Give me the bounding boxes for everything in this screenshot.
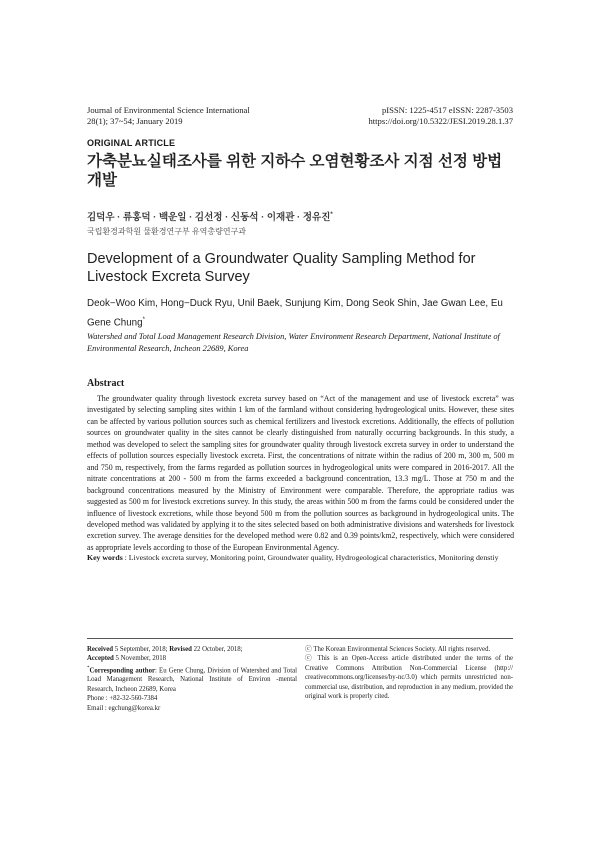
keywords-label: Key words: [87, 553, 123, 562]
journal-header-left: [87, 105, 250, 127]
article-history-footnote: [87, 645, 297, 713]
keywords-text: : Livestock excreta survey, Monitoring point, Groundwater quality, Hydrogeological characteristics, Monitoring denstiy: [122, 553, 499, 562]
received-date: 5 September, 2018;: [113, 646, 170, 653]
abstract-body: The groundwater quality through livestock excreta survey based on “Act of the management and use of livestock excreta” was investigated by selecting sampling sites within 1 km of the farmland without considering hydrogeological units. However, these sites can be affected by various pollution sources such as chemical fertilizers and livestock excretions. Additionally, the effects of pollution sources on groundwater quality in the sites cannot be clearly distinguished from naturally occurring backgrounds. In this study, a method was developed to select the sampling sites for groundwater quality through livestock excreta survey in order to understand the effects of pollution sources especially livestock excreta. First, the concentrations of nitrate within the radius of 200 m, 300 m, 500 m and 750 m, respectively, from the farms regarded as pollution sources in hydrogeological units were compared in 2016-2017. All the nitrate concentrations at 200 - 500 m from the farms exceeded a background concentration, 13.3 mg/L. Those at 750 m and the background concentrations measured by the Ministry of Environment were comparable. Therefore, the appropriate radius was suggested as 500 m for livestock excretions survey. In this study, the areas within 500 m from the farms could be considered under the influence of livestock excretions, while those beyond 500 m from the pollution sources as background in hydrogeological units. The developed method was validated by applying it to the sites selected based on both administrative divisions and watersheds for livestock excretion survey. The average densities for the developed method were 0.82 and 0.39 points/km2, respectively, which were considered as appropriate levels according to those of the European Environmental Agency.: [87, 394, 514, 552]
journal-header-right: [368, 105, 513, 127]
english-authors: [87, 295, 527, 331]
corresponding-email[interactable]: Email : egchung@korea.kr: [87, 704, 161, 712]
history-line-2: [87, 654, 297, 663]
history-line-1: [87, 645, 297, 654]
copyright-footnote: [305, 645, 513, 701]
accepted-label: Accepted: [87, 655, 114, 663]
english-author-list: Deok−Woo Kim, Hong−Duck Ryu, Unil Baek, Sunjung Kim, Dong Seok Shin, Jae Gwan Lee, Eu Gene Chung: [87, 298, 503, 329]
abstract-heading: Abstract: [87, 378, 125, 389]
journal-name: Journal of Environmental Science International: [87, 105, 250, 115]
korean-corresponding-mark: *: [330, 211, 333, 218]
english-corresponding-mark: *: [142, 317, 145, 323]
corresponding-mark: *: [87, 665, 90, 671]
accepted-date: 5 November, 2018: [113, 655, 167, 663]
article-type-label: ORIGINAL ARTICLE: [87, 138, 176, 148]
corresponding-phone: Phone : +82-32-560-7384: [87, 695, 158, 703]
license-text: ⓒ This is an Open-Access article distributed under the terms of the Creative Commons Attribution Non-Commercial License (http:// creativecommons.org/licenses/by-nc/3.0) which permits unrestricted non-commercial use, distribution, and reproduction in any medium, provided the original work is properly cited.: [305, 655, 513, 701]
journal-doi[interactable]: https://doi.org/10.5322/JESI.2019.28.1.37: [368, 116, 513, 126]
journal-volume-pages: 28(1); 37~54; January 2019: [87, 116, 183, 126]
journal-issn: pISSN: 1225-4517 eISSN: 2287-3503: [381, 105, 513, 115]
corresponding-author: [87, 664, 297, 694]
korean-author-list: 김덕우 · 류홍덕 · 백운일 · 김선정 · 신동석 · 이재관 · 정유진: [87, 212, 331, 223]
received-label: Received: [87, 646, 114, 653]
revised-date: 22 October, 2018;: [191, 646, 243, 653]
korean-affiliation: 국립환경과학원 물환경연구부 유역총량연구과: [87, 227, 247, 236]
footnote-rule-top: [87, 638, 513, 639]
copyright-line: ⓒ The Korean Environmental Sciences Society. All rights reserved.: [305, 646, 491, 653]
corresponding-label: Corresponding author: [89, 667, 155, 675]
keywords-line: [87, 552, 527, 563]
korean-authors: [87, 209, 333, 223]
english-title: Development of a Groundwater Quality Sampling Method for Livestock Excreta Survey: [87, 251, 476, 285]
revised-label: Revised: [169, 646, 192, 653]
korean-title: 가축분뇨실태조사를 위한 지하수 오염현황조사 지점 선정 방법 개발: [87, 153, 503, 189]
english-affiliation: Watershed and Total Load Management Research Division, Water Environment Research Department, National Institute of Environmental Research, Incheon 22689, Korea: [87, 332, 500, 353]
corresponding-text: : Eu Gene Chung, Division of Watershed and Total Load Management Research, National Institute of Environ -mental Research, Incheon 22689, Korea: [87, 667, 297, 693]
